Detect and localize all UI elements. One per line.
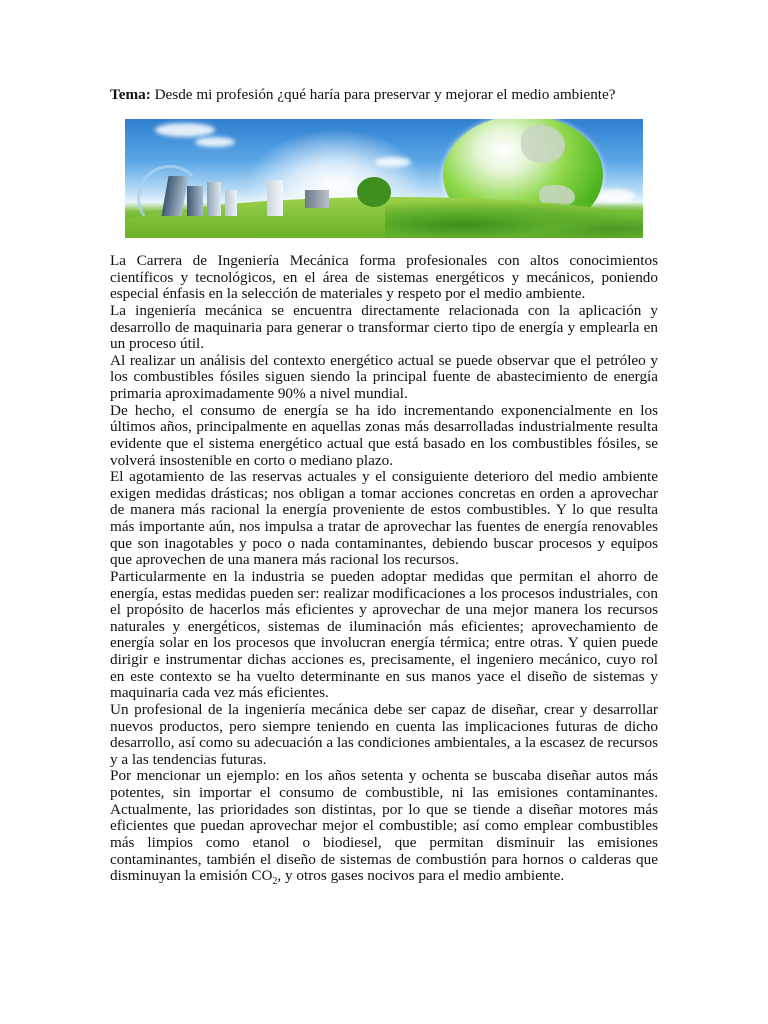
title-label: Tema: [110,86,151,103]
subscript-2: 2 [272,876,278,888]
paragraph: Particularmente en la industria se pueden adoptar medidas que permitan el ahorro de energía, estas medidas pueden ser: realizar modificaciones a los procesos industriales, con el propósito de hacerlos más eficientes y aprovechar de una mejor manera los recursos naturales y energéticos, sistemas de iluminación más eficientes; aprovechamiento de energía solar en los procesos que involucran energía térmica; entre otras. Y quien puede dirigir e instrumentar dichas acciones es, precisamente, el ingeniero mecánico, cuyo rol en este contexto se ha vuelto determinante en sus manos yace el diseño de sistemas y maquinaria cada vez más eficientes. [110,567,658,702]
paragraph: El agotamiento de las reservas actuales y el consiguiente deterioro del medio ambiente exigen medidas drásticas; nos obligan a tomar acciones concretas en orden a aprovechar de manera más racional la energía proveniente de estos combustibles. Y lo que resulta más importante aún, nos impulsa a tratar de aprovechar las fuentes de energía renovables que son inagotables y poco o nada contaminantes, debiendo buscar procesos y equipos que aprovechen de una manera más racional los recursos. [110,468,658,569]
paragraph: La ingeniería mecánica se encuentra directamente relacionada con la aplicación y desarrollo de maquinaria para generar o transformar cierto tipo de energía y emplearla en un proceso útil. [110,301,658,353]
environment-banner-image [125,119,643,238]
title-text: Desde mi profesión ¿qué haría para preservar y mejorar el medio ambiente? [150,86,616,103]
paragraph: La Carrera de Ingeniería Mecánica forma profesionales con altos conocimientos científicos y tecnológicos, en el área de sistemas energéticos y mecánicos, poniendo especial énfasis en la selección de materiales y respeto por el medio ambiente. [110,252,658,303]
paragraph: De hecho, el consumo de energía se ha ido incrementando exponencialmente en los últimos años, principalmente en aquellas zonas más desarrolladas industrialmente resulta evidente que el sistema energético actual que está basado en los combustibles fósiles, se volverá insostenible en corto o mediano plazo. [110,401,658,469]
document-body [110,252,658,888]
paragraph-last-text: Por mencionar un ejemplo: en los años setenta y ochenta se buscaba diseñar autos más potentes, sin importar el consumo de combustible, ni las emisiones contaminantes. Actualmente, las prioridades son distintas, por lo que se tiende a diseñar motores más eficientes que puedan aprovechar mejor el combustible; así como emplear combustibles más limpios como etanol o biodiesel, que permitan disminuir las emisiones contaminantes, también el diseño de sistemas de combustión para hornos o calderas que disminuyan la emisión CO [110,767,658,885]
document-title [110,86,670,104]
cloud [155,123,215,137]
skyscraper [225,190,237,216]
paragraph: Un profesional de la ingeniería mecánica debe ser capaz de diseñar, crear y desarrollar nuevos productos, pero siempre teniendo en cuenta las implicaciones futuras de dicho desarrollo, así como su adecuación a las condiciones ambientales, a la escasez de recursos y a las tendencias futuras. [110,700,658,768]
skyscraper [187,186,203,216]
continent-shape [521,125,565,163]
skyscraper [305,190,329,208]
cloud [375,157,411,167]
green-leaves [385,201,643,238]
paragraph-last [110,767,658,888]
skyscraper [267,180,283,216]
paragraph-last-tail: , y otros gases nocivos para el medio ambiente. [277,867,565,885]
cloud [195,137,235,147]
skyscraper [207,182,221,216]
paragraph: Al realizar un análisis del contexto energético actual se puede observar que el petróleo y los combustibles fósiles siguen siendo la principal fuente de abastecimiento de energía primaria aproximadamente 90% a nivel mundial. [110,351,658,402]
